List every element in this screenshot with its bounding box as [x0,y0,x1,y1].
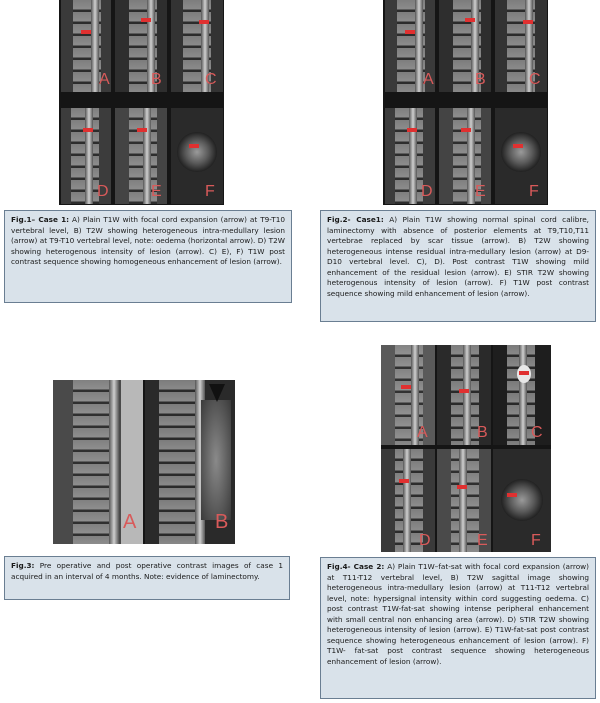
fig3-label-b: B [215,511,229,533]
fig4-label-e: E [477,532,488,549]
fig1-label-f: F [205,183,215,200]
fig1-label-a: A [99,71,110,88]
fig2-panel-f [495,108,547,204]
fig1-label-e: E [151,183,162,200]
fig1-mri-image [59,0,224,205]
fig1-label-d: D [97,183,109,200]
fig3-label-a: A [123,511,137,533]
fig4-label-f: F [531,532,541,549]
fig3-caption [4,556,290,600]
fig2-label-b: B [475,71,486,88]
fig1-panel-f [171,108,223,204]
fig4-label-b: B [477,424,488,441]
fig1-lesion-arrow [81,30,91,34]
fig1-caption-title: Fig.1– Case 1: [11,215,70,224]
fig2-label-e: E [475,183,486,200]
fig1-caption-text: A) Plain T1W with focal cord expansion (arrow) at T9-T10 vertebral level, B) T2W showing heterogeneous intra-medullary lesion (arrow) at T9-T10 vertebral level, note: oedema (horizontal arrow). D) T2W showing heterogenous intensity of lesion (arrow). C) E), F) T1W post contrast sequence showing homogeneous enhancement of lesion (arrow). [11,215,285,266]
down-arrow-icon [209,384,225,402]
fig2-mri-image [383,0,548,205]
figure-1 [59,0,224,205]
fig3-caption-title: Fig.3: [11,561,35,570]
fig2-caption-title: Fig.2- Case1: [327,215,384,224]
fig4-label-a: A [417,424,428,441]
fig1-caption [4,210,292,303]
fig2-label-d: D [421,183,433,200]
fig3-caption-text: Pre operative and post operative contrast images of case 1 acquired in an interval of 4 months. Note: evidence of laminectomy. [11,561,283,581]
fig4-caption-text: A) Plain T1W–fat-sat with focal cord expansion (arrow) at T11-T12 vertebral level, B) T2W sagittal image showing heterogeneous intra-medullary lesion (arrow) at T11-T12 vertebral level, note: hypersignal intensity within cord suggesting oedema. C) post contrast T1W-fat-sat showing intense peripheral enhancement with small central non enhancing area (arrow). D) STIR T2W showing heterogeneous intensity of lesion (arrow). E) T1W-fat-sat post contrast sequence showing heterogeneous enhancement of lesion (arrow). F) T1W- fat-sat post contrast sequence showing heterogeneous enhancement of lesion (arrow). [327,562,589,666]
fig3-mri-image [53,380,235,544]
fig4-label-d: D [419,532,431,549]
fig4-caption-title: Fig.4- Case 2: [327,562,385,571]
figure-3 [53,380,235,544]
fig1-label-c: C [205,71,217,88]
fig4-mri-image [381,345,551,552]
fig2-label-c: C [529,71,541,88]
figure-2 [383,0,548,205]
fig4-caption [320,557,596,699]
fig4-label-c: C [531,424,543,441]
fig2-label-a: A [423,71,434,88]
fig4-panel-f [493,449,551,552]
fig1-label-b: B [151,71,162,88]
figure-4 [381,345,551,552]
fig2-caption-text: A) Plain T1W showing normal spinal cord calibre, laminectomy with absence of posterior elements at T9,T10,T11 vertebrae replaced by scar tissue (arrow). B) T2W showing heterogeneous intense residual intra-medullary lesion (arrow) at D9-D10 vertebral level. C), D). Post contrast T1W showing mild enhancement of the residual lesion (arrow). E) STIR T2W showing heterogenous intensity of lesion (arrow). F) T1W post contrast sequence showing mild enhancement of lesion (arrow). [327,215,589,298]
fig2-label-f: F [529,183,539,200]
fig2-caption [320,210,596,322]
